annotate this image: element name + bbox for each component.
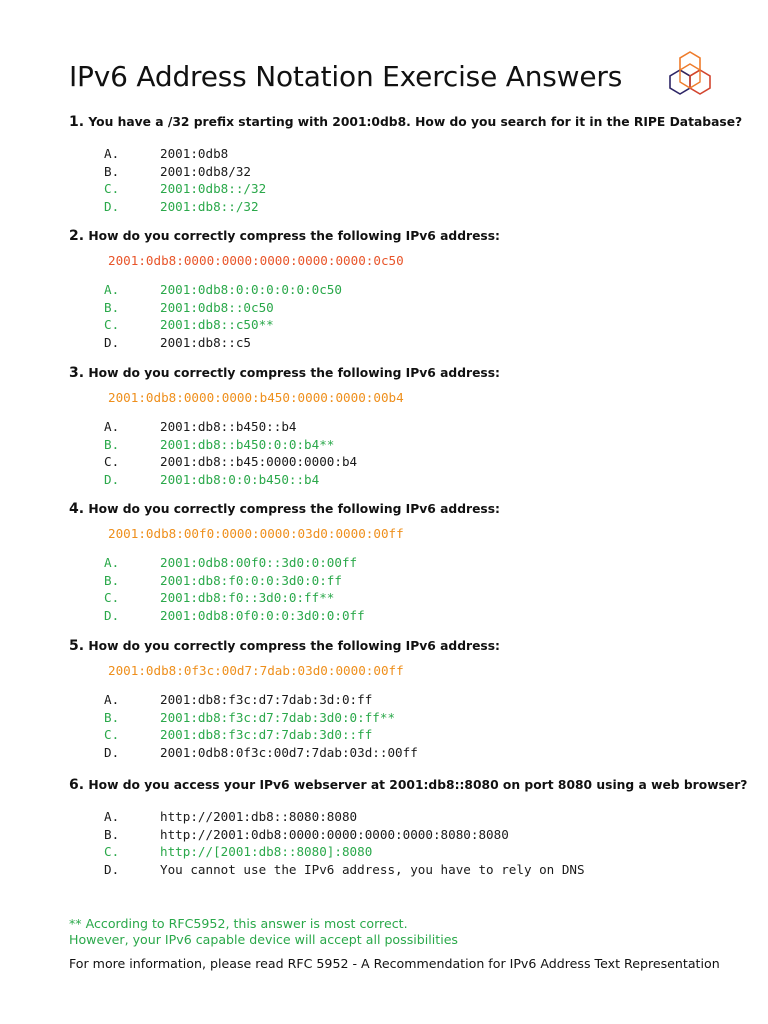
answer-option xyxy=(104,692,372,708)
option-text: http://2001:db8::8080:8080 xyxy=(160,809,358,824)
answer-option xyxy=(104,437,334,453)
option-letter: A. xyxy=(104,146,120,161)
question-1 xyxy=(69,114,749,130)
option-text: 2001:db8::/32 xyxy=(160,199,259,215)
option-letter: C. xyxy=(104,317,120,333)
question-number: 4. xyxy=(69,501,85,517)
question-text: You have a /32 prefix starting with 2001:0db8. How do you search for it in the RIPE Database? xyxy=(84,115,743,129)
answer-option xyxy=(104,727,372,743)
option-letter: B. xyxy=(104,826,120,842)
option-text: 2001:db8::b45:0000:0000:b4 xyxy=(160,454,358,470)
option-text: 2001:db8:f3c:d7:7dab:3d:0:ff xyxy=(160,692,373,707)
ripe-ncc-hexagon-logo-icon xyxy=(660,50,720,102)
option-text: 2001:db8::b450:0:0:b4** xyxy=(160,436,335,452)
question-text: How do you correctly compress the following IPv6 address: xyxy=(84,229,500,243)
given-address: 2001:0db8:0f3c:00d7:7dab:03d0:0000:00ff xyxy=(108,663,404,678)
option-letter: C. xyxy=(104,454,120,470)
option-text: 2001:db8:f0::3d0:0:ff** xyxy=(160,590,335,606)
option-letter: B. xyxy=(104,299,120,315)
answer-option xyxy=(104,335,251,351)
answer-option xyxy=(104,317,274,333)
question-4 xyxy=(69,501,749,517)
rfc-note-line-1: ** According to RFC5952, this answer is most correct. xyxy=(69,916,408,931)
option-text: 2001:0db8:0f3c:00d7:7dab:03d::00ff xyxy=(160,745,418,761)
question-number: 1. xyxy=(69,114,85,130)
option-letter: B. xyxy=(104,163,120,179)
answer-option xyxy=(104,454,357,470)
question-text: How do you access your IPv6 webserver at 2001:db8::8080 on port 8080 using a web browser? xyxy=(84,778,748,792)
option-letter: C. xyxy=(104,181,120,197)
option-text: 2001:db8:0:0:b450::b4 xyxy=(160,472,320,488)
question-5 xyxy=(69,638,749,654)
option-letter: D. xyxy=(104,335,120,351)
question-number: 6. xyxy=(69,777,85,793)
option-text: You cannot use the IPv6 address, you have to rely on DNS xyxy=(160,862,585,878)
given-address: 2001:0db8:00f0:0000:0000:03d0:0000:00ff xyxy=(108,526,404,541)
option-text: 2001:0db8::/32 xyxy=(160,181,267,197)
option-text: http://2001:0db8:0000:0000:0000:0000:8080:8080 xyxy=(160,826,509,842)
question-6 xyxy=(69,777,749,793)
answer-option xyxy=(104,862,585,878)
answer-option xyxy=(104,555,357,571)
question-text: How do you correctly compress the following IPv6 address: xyxy=(84,366,500,380)
question-text: How do you correctly compress the following IPv6 address: xyxy=(84,639,500,653)
option-letter: D. xyxy=(104,862,120,878)
answer-option xyxy=(104,745,418,761)
option-letter: A. xyxy=(104,419,120,434)
answer-option xyxy=(104,827,509,843)
option-text: 2001:db8::b450::b4 xyxy=(160,419,297,434)
given-address: 2001:0db8:0000:0000:b450:0000:0000:00b4 xyxy=(108,390,404,405)
option-letter: A. xyxy=(104,809,120,824)
option-letter: D. xyxy=(104,472,120,488)
option-letter: B. xyxy=(104,436,120,452)
option-text: 2001:0db8:00f0::3d0:0:00ff xyxy=(160,555,358,570)
question-number: 3. xyxy=(69,365,85,381)
answer-option xyxy=(104,146,228,162)
option-text: 2001:0db8:0:0:0:0:0:0c50 xyxy=(160,282,342,297)
page-title: IPv6 Address Notation Exercise Answers xyxy=(69,60,623,93)
option-letter: A. xyxy=(104,692,120,707)
option-letter: D. xyxy=(104,745,120,761)
answer-option xyxy=(104,181,266,197)
answer-option xyxy=(104,199,259,215)
option-text: 2001:db8:f3c:d7:7dab:3d0:0:ff** xyxy=(160,709,396,725)
answer-option xyxy=(104,573,342,589)
question-number: 2. xyxy=(69,228,85,244)
answer-option xyxy=(104,164,251,180)
option-text: 2001:db8:f0:0:0:3d0:0:ff xyxy=(160,572,342,588)
option-text: 2001:db8::c50** xyxy=(160,317,274,333)
option-letter: A. xyxy=(104,282,120,297)
answer-option xyxy=(104,710,395,726)
footer-reference: For more information, please read RFC 5952 - A Recommendation for IPv6 Address Text Representation xyxy=(69,956,720,971)
rfc-note-line-2: However, your IPv6 capable device will accept all possibilities xyxy=(69,932,458,947)
answer-option xyxy=(104,608,365,624)
option-letter: C. xyxy=(104,590,120,606)
answer-option xyxy=(104,282,342,298)
answer-option xyxy=(104,590,334,606)
question-number: 5. xyxy=(69,638,85,654)
answer-option xyxy=(104,472,319,488)
answer-option xyxy=(104,809,357,825)
question-3 xyxy=(69,365,749,381)
option-text: 2001:0db8 xyxy=(160,146,229,161)
option-letter: C. xyxy=(104,844,120,860)
answer-option xyxy=(104,300,274,316)
answer-option xyxy=(104,419,296,435)
option-text: 2001:0db8/32 xyxy=(160,163,251,179)
option-text: 2001:db8::c5 xyxy=(160,335,251,351)
option-letter: B. xyxy=(104,572,120,588)
option-letter: A. xyxy=(104,555,120,570)
option-text: 2001:db8:f3c:d7:7dab:3d0::ff xyxy=(160,727,373,743)
option-text: 2001:0db8::0c50 xyxy=(160,299,274,315)
option-letter: D. xyxy=(104,199,120,215)
option-letter: D. xyxy=(104,608,120,624)
answer-option xyxy=(104,844,372,860)
option-text: 2001:0db8:0f0:0:0:3d0:0:0ff xyxy=(160,608,365,624)
option-text: http://[2001:db8::8080]:8080 xyxy=(160,844,373,860)
option-letter: B. xyxy=(104,709,120,725)
question-text: How do you correctly compress the following IPv6 address: xyxy=(84,502,500,516)
question-2 xyxy=(69,228,749,244)
given-address: 2001:0db8:0000:0000:0000:0000:0000:0c50 xyxy=(108,253,404,268)
option-letter: C. xyxy=(104,727,120,743)
